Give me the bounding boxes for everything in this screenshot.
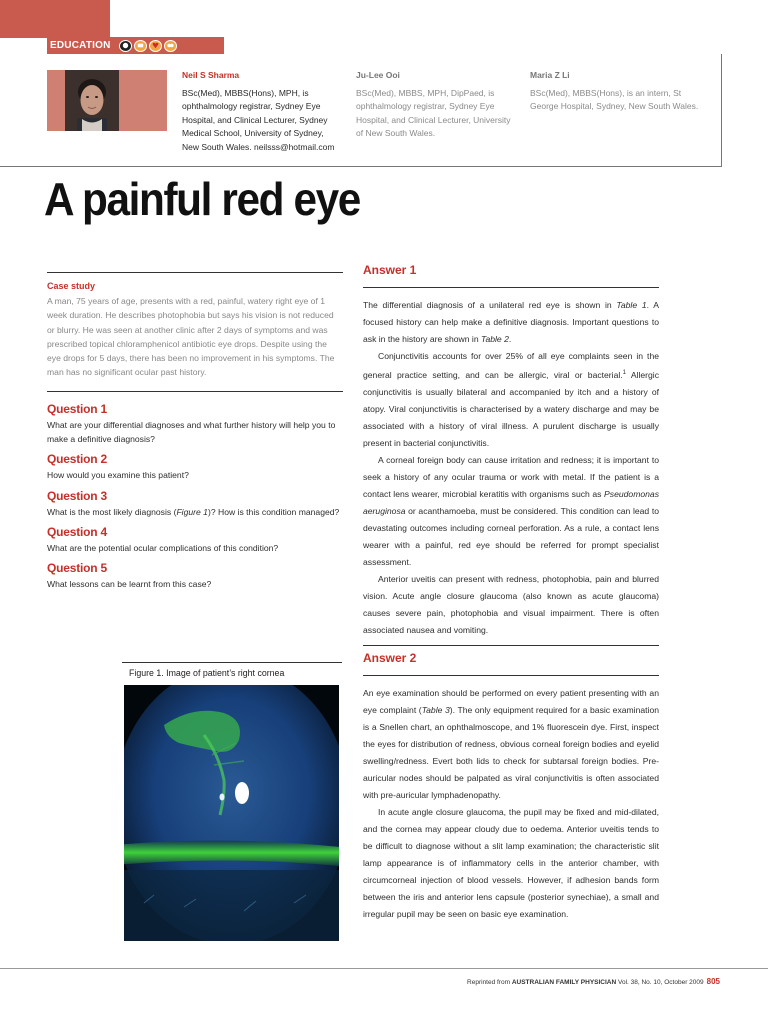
footer-issue: Vol. 38, No. 10, October 2009: [616, 979, 704, 986]
question-heading: Question 5: [47, 561, 108, 576]
author-name: Maria Z Li: [530, 70, 570, 80]
page-footer: [467, 977, 720, 986]
education-icon-2: [134, 40, 147, 52]
figure-caption: Figure 1. Image of patient’s right cornea: [129, 668, 285, 678]
question-3: [47, 489, 343, 519]
question-heading: Question 2: [47, 452, 108, 467]
author-1: [182, 69, 342, 154]
question-text: What is the most likely diagnosis (: [47, 506, 177, 517]
answer-1-paragraph: [363, 348, 659, 452]
author-2: [356, 69, 518, 141]
corner-accent-block: [0, 0, 110, 38]
footer-divider: [0, 968, 768, 969]
author-3: [530, 69, 706, 114]
questions-column: [47, 272, 343, 592]
figure-1: [122, 662, 342, 944]
table-reference: Table 2: [480, 334, 509, 344]
education-icon-1: [119, 40, 132, 52]
divider: [47, 391, 343, 392]
paragraph-text: A corneal foreign body can cause irritation and redness; it is important to seek a history of any ocular trauma or work with metal. If the patient is a contact lens wearer, microbial keratitis with organisms such as: [363, 454, 659, 499]
question-heading: Question 4: [47, 524, 108, 539]
author-bio: BSc(Med), MBBS(Hons), is an intern, St George Hospital, Sydney, New South Wales.: [530, 87, 699, 111]
footer-reprinted: Reprinted from: [467, 979, 512, 986]
answer-1-paragraph: Anterior uveitis can present with redness, photophobia, pain and blurred vision. Acute angle closure glaucoma (also known as acute glaucoma) causes severe pain, photophobia and visual impairment. There is often associated nausea and vomiting.: [363, 573, 659, 635]
footer-publication: AUSTRALIAN FAMILY PHYSICIAN: [511, 979, 617, 986]
education-icon-3: [149, 40, 162, 52]
paragraph-text: ). The only equipment required for a basic examination is a Snellen chart, an ophthalmoscope, and 1% fluorescein dye. First, inspect the eyes for distribution of redness, obvious corneal foreign bodies and eyelid swelling/redness. Evert both lids to check for subtarsal foreign bodies. Pre-auricular nodes should be palpated as viral conjunctivitis is often associated with pre-auricular lymphadenopathy.: [363, 704, 660, 800]
paragraph-text: Conjunctivitis accounts for over 25% of all eye complaints seen in the general practice setting, and can be allergic, viral or bacterial.: [363, 351, 659, 380]
paragraph-text: The differential diagnosis of a unilateral red eye is shown in: [363, 300, 617, 310]
divider: [47, 272, 343, 273]
table-reference: Table 3: [421, 704, 450, 715]
question-body: How would you examine this patient?: [47, 470, 189, 481]
paragraph-text: An eye examination should be performed on every patient presenting with an eye complaint (: [363, 687, 659, 715]
article-title: A painful red eye: [44, 173, 360, 225]
paragraph-text: . A focused history can help make a definitive diagnosis. Important questions to ask in the history are shown in: [363, 300, 659, 344]
author-name: Ju-Lee Ooi: [356, 70, 400, 80]
question-heading: Question 3: [47, 488, 108, 503]
question-body: [47, 505, 343, 519]
case-study-heading: Case study: [47, 281, 96, 291]
answer-1-heading: Answer 1: [363, 263, 659, 288]
author-bio: BSc(Med), MBBS(Hons), MPH, is ophthalmology registrar, Sydney Eye Hospital, and Clinical Lecturer, Sydney Medical School, University of Sydney, New South Wales. neilsss@hotmail.com: [182, 87, 335, 152]
question-heading: Question 1: [47, 401, 108, 416]
question-body: What are the potential ocular complications of this condition?: [47, 542, 279, 553]
organism-name: Pseudomonas aeruginosa: [363, 488, 659, 516]
cornea-image: [124, 685, 339, 941]
author-photo: [65, 70, 119, 131]
table-reference: Table 1: [616, 300, 647, 310]
question-5: [47, 561, 343, 591]
answers-column: [363, 263, 659, 923]
answer-2-paragraph: In acute angle closure glaucoma, the pupil may be fixed and mid-dilated, and the cornea may appear cloudy due to oedema. Anterior uveitis tends to be difficult to diagnose without a slit lamp examination; the characteristic slit lamp appearance is of inflammatory cells in the anterior chamber, with circumcorneal injection of blood vessels. However, if adhesion bands form between the iris and anterior lens capsule (posterior synechiae), a small and irregular pupil may be seen on basic eye examination.: [363, 806, 659, 919]
question-4: [47, 525, 343, 555]
question-body: What lessons can be learnt from this case?: [47, 579, 212, 590]
paragraph-text: or acanthamoeba, must be considered. This condition can lead to devastating outcomes including corneal perforation. As a rule, a contact lens wearer with a painful, red eye should be referred for prompt specialist assessment.: [363, 505, 659, 567]
case-study-body: A man, 75 years of age, presents with a red, painful, watery right eye of 1 week duration. He describes photophobia but says his vision is not reduced or blurry. He was seen at another clinic after 2 days of symptoms and was prescribed topical chloramphenicol antibiotic eye drops. Despite using the eye drops for 5 days, there has been no improvement in his symptoms. The man has no significant ocular past history.: [47, 296, 335, 378]
answer-2-paragraph: [363, 685, 659, 804]
question-text: )? How is this condition managed?: [207, 506, 340, 517]
section-icons: [119, 40, 177, 52]
paragraph-text: Allergic conjunctivitis is usually bilateral and accompanied by itch and a history of atopy. Viral conjunctivitis is characterised by a watery discharge and may be associated with a history of viral illness. A purulent discharge is usually present in bacterial conjunctivitis.: [363, 369, 660, 448]
question-1: [47, 402, 343, 447]
answer-1-paragraph: [363, 297, 659, 348]
section-bar: [47, 37, 224, 54]
education-icon-4: [164, 40, 177, 52]
author-bio: BSc(Med), MBBS, MPH, DipPaed, is ophthalmology registrar, Sydney Eye Hospital, and Clinical Lecturer, University of New South Wales.: [356, 87, 511, 138]
question-2: [47, 452, 343, 482]
answer-1-paragraph: [363, 452, 659, 571]
answer-2-heading: Answer 2: [363, 651, 659, 676]
citation: 1: [622, 370, 627, 376]
paragraph-text: .: [508, 334, 512, 344]
question-body: What are your differential diagnoses and what further history will help you to make a definitive diagnosis?: [47, 419, 336, 445]
figure-reference: Figure 1: [176, 506, 208, 517]
section-label: EDUCATION: [50, 40, 111, 51]
author-name: Neil S Sharma: [182, 70, 240, 80]
page-number: 805: [706, 977, 720, 986]
